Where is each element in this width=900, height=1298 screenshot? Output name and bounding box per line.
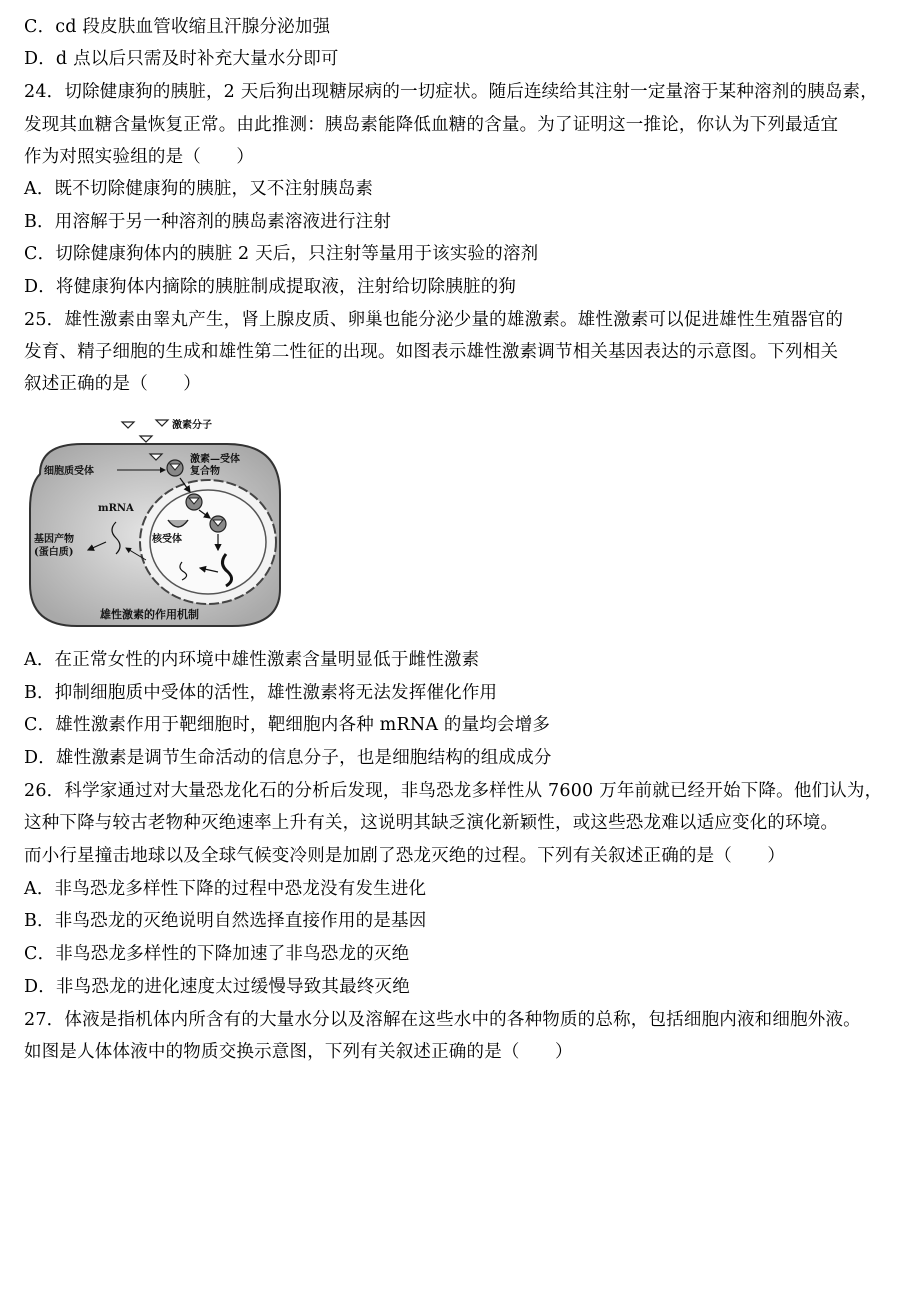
option-c-q24: C．切除健康狗体内的胰脏 2 天后，只注射等量用于该实验的溶剂: [24, 244, 539, 264]
diagram-caption: 雄性激素的作用机制: [100, 608, 199, 621]
label-mrna: mRNA: [98, 503, 134, 514]
option-a-q26: A．非鸟恐龙多样性下降的过程中恐龙没有发生进化: [24, 879, 427, 899]
complex-in-nucleus-icon: [186, 494, 202, 510]
label-hormone-molecule: 激素分子: [172, 420, 212, 431]
question-27-line2: 如图是人体体液中的物质交换示意图，下列有关叙述正确的是（ ）: [24, 1042, 573, 1062]
question-26-line1: 26．科学家通过对大量恐龙化石的分析后发现，非鸟恐龙多样性从 7600 万年前就已经开始下降。他们认为，: [24, 781, 883, 801]
option-a-q25: A．在正常女性的内环境中雄性激素含量明显低于雌性激素: [24, 650, 480, 670]
option-d-q25: D．雄性激素是调节生命活动的信息分子，也是细胞结构的组成成分: [24, 748, 552, 768]
option-b-q24: B．用溶解于另一种溶剂的胰岛素溶液进行注射: [24, 212, 392, 232]
option-d-q26: D．非鸟恐龙的进化速度太过缓慢导致其最终灭绝: [24, 977, 410, 997]
label-complex-line2: 复合物: [190, 466, 220, 477]
option-c-q23: C．cd 段皮肤血管收缩且汗腺分泌加强: [24, 17, 331, 37]
nuclear-receptor-bound-icon: [210, 516, 226, 532]
question-25-line3: 叙述正确的是（ ）: [24, 374, 201, 394]
label-cytoplasm-receptor: 细胞质受体: [44, 466, 94, 477]
label-gene-product-line2: (蛋白质): [34, 547, 74, 558]
label-gene-product-line1: 基因产物: [34, 534, 74, 545]
option-a-q24: A．既不切除健康狗的胰脏，又不注射胰岛素: [24, 179, 374, 199]
option-c-q26: C．非鸟恐龙多样性的下降加速了非鸟恐龙的灭绝: [24, 944, 410, 964]
option-b-q25: B．抑制细胞质中受体的活性，雄性激素将无法发挥催化作用: [24, 683, 498, 703]
option-d-q23: D．d 点以后只需及时补充大量水分即可: [24, 49, 339, 69]
label-complex-line1: 激素—受体: [190, 454, 240, 465]
question-26-line2: 这种下降与较古老物种灭绝速率上升有关，这说明其缺乏演化新颖性，或这些恐龙难以适应变化的环境。: [24, 813, 839, 833]
question-24-line2: 发现其血糖含量恢复正常。由此推测：胰岛素能降低血糖的含量。为了证明这一推论，你认为下列最适宜: [24, 115, 839, 135]
question-26-line3: 而小行星撞击地球以及全球气候变冷则是加剧了恐龙灭绝的过程。下列有关叙述正确的是（ ）: [24, 846, 786, 866]
receptor-complex-icon: [167, 460, 183, 476]
question-25-line1: 25．雄性激素由睾丸产生，肾上腺皮质、卵巢也能分泌少量的雄激素。雄性激素可以促进雄性生殖器官的: [24, 310, 844, 330]
option-d-q24: D．将健康狗体内摘除的胰脏制成提取液，注射给切除胰脏的狗: [24, 277, 517, 297]
option-c-q25: C．雄性激素作用于靶细胞时，靶细胞内各种 mRNA 的量均会增多: [24, 715, 551, 735]
diagram-svg: [22, 414, 288, 634]
question-25-line2: 发育、精子细胞的生成和雄性第二性征的出现。如图表示雄性激素调节相关基因表达的示意图。下列相关: [24, 342, 839, 362]
question-24-line1: 24．切除健康狗的胰脏，2 天后狗出现糖尿病的一切症状。随后连续给其注射一定量溶于某种溶剂的胰岛素，: [24, 82, 878, 102]
question-24-line3: 作为对照实验组的是（ ）: [24, 147, 255, 167]
androgen-mechanism-diagram: [22, 414, 288, 634]
question-27-line1: 27．体液是指机体内所含有的大量水分以及溶解在这些水中的各种物质的总称，包括细胞内液和细胞外液。: [24, 1010, 861, 1030]
option-b-q26: B．非鸟恐龙的灭绝说明自然选择直接作用的是基因: [24, 911, 427, 931]
label-nuclear-receptor: 核受体: [152, 534, 182, 545]
